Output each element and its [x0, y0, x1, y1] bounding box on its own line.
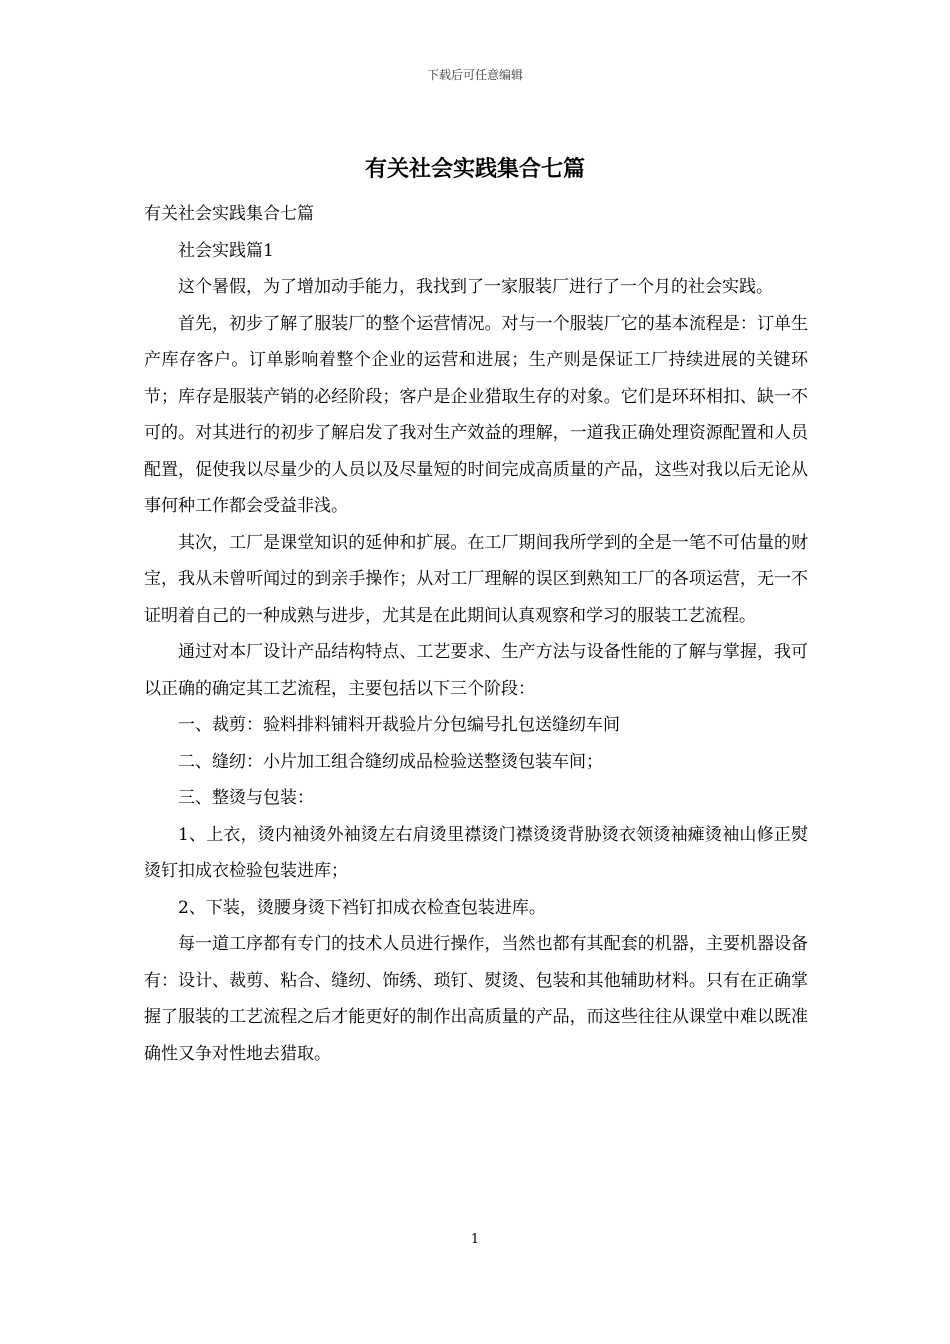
list-item: 二、缝纫：小片加工组合缝纫成品检验送整烫包装车间； — [178, 751, 603, 772]
list-item: 1、上衣，烫内袖烫外袖烫左右肩烫里襟烫门襟烫烫背胁烫衣领烫袖瘫烫袖山修正熨烫钉扣成衣检验包装进库； — [144, 824, 808, 881]
page-number: 1 — [470, 1232, 480, 1247]
list-item: 一、裁剪：验料排料铺料开裁验片分包编号扎包送缝纫车间 — [178, 715, 620, 735]
paragraph: 每一道工序都有专门的技术人员进行操作，当然也都有其配套的机器，主要机器设备有：设计、裁剪、粘合、缝纫、饰绣、琐钉、熨烫、包装和其他辅助材料。只有在正确掌握了服装的工艺流程之后才能更好的制作出高质量的产品，而这些往往从课堂中难以既准确性又争对性地去猎取。 — [144, 934, 808, 1064]
paragraph: 其次，工厂是课堂知识的延伸和扩展。在工厂期间我所学到的全是一笔不可估量的财宝，我从未曾听闻过的到亲手操作；从对工厂理解的误区到熟知工厂的各项运营，无一不证明着自己的一种成熟与进步，尤其是在此期间认真观察和学习的服装工艺流程。 — [144, 532, 808, 626]
document-body — [144, 196, 808, 1072]
paragraph: 通过对本厂设计产品结构特点、工艺要求、生产方法与设备性能的了解与掌握，我可以正确的确定其工艺流程，主要包括以下三个阶段： — [144, 642, 808, 699]
paragraph: 有关社会实践集合七篇 — [144, 204, 314, 224]
document-title: 有关社会实践集合七篇 — [364, 156, 585, 182]
section-heading: 社会实践篇1 — [178, 240, 274, 261]
header-note: 下载后可任意编辑 — [426, 68, 523, 82]
paragraph: 这个暑假，为了增加动手能力，我找到了一家服装厂进行了一个月的社会实践。 — [178, 277, 773, 297]
list-item: 2、下装，烫腰身烫下裆钉扣成衣检查包装进库。 — [178, 897, 546, 918]
list-item: 三、整烫与包装： — [178, 788, 314, 808]
paragraph: 首先，初步了解了服装厂的整个运营情况。对与一个服装厂它的基本流程是：订单生产库存客户。订单影响着整个企业的运营和进展；生产则是保证工厂持续进展的关键环节；库存是服装产销的必经阶段；客户是企业猎取生存的对象。它们是环环相扣、缺一不可的。对其进行的初步了解启发了我对生产效益的理解，一道我正确处理资源配置和人员配置，促使我以尽量少的人员以及尽量短的时间完成高质量的产品，这些对我以后无论从事何种工作都会受益非浅。 — [144, 313, 808, 516]
